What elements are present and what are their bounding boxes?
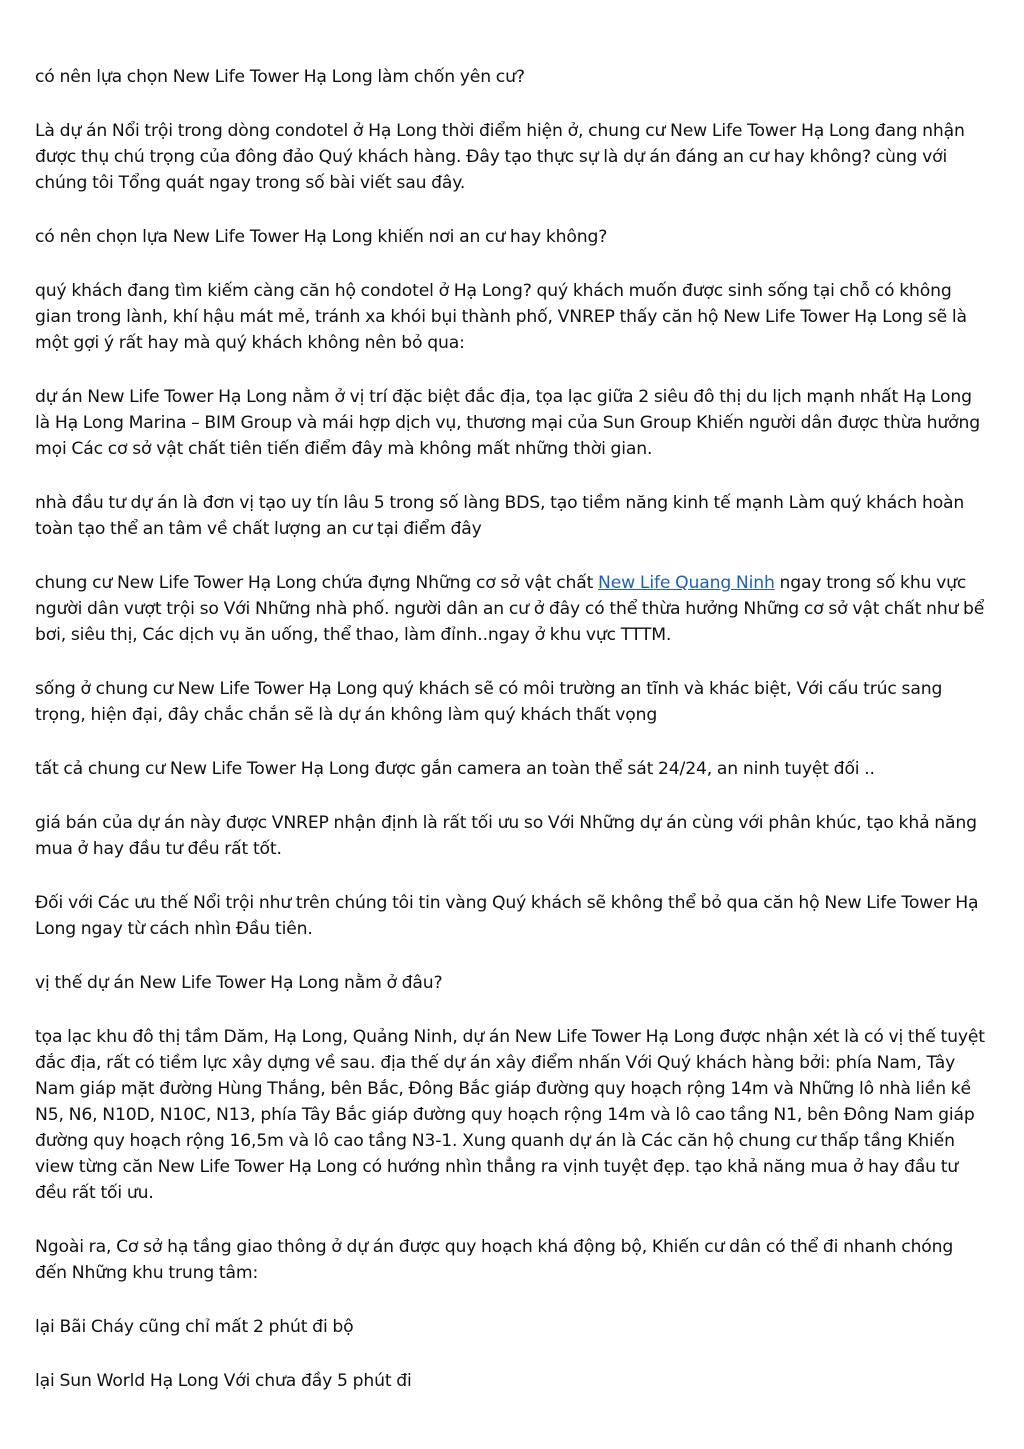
- paragraph-investor: nhà đầu tư dự án là đơn vị tạo uy tín lâu 5 trong số làng BDS, tạo tiềm năng kinh tế mạnh Làm quý khách hoàn toàn tạo thể an tâm về chất lượng an cư tại điểm đây: [35, 493, 965, 539]
- paragraph-bai-chay: lại Bãi Cháy cũng chỉ mất 2 phút đi bộ: [35, 1317, 354, 1337]
- facilities-text-after: ngay trong số khu vực người dân vượt trội so Với Những nhà phố. người dân an cư ở đây có thể thừa hưởng Những cơ sở vật chất như bể bơi, siêu thị, Các dịch vụ ăn uống, thể thao, làm đỉnh..ngay ở khu vực TTTM.: [35, 573, 985, 645]
- paragraph-location: dự án New Life Tower Hạ Long nằm ở vị trí đặc biệt đắc địa, tọa lạc giữa 2 siêu đô thị du lịch mạnh nhất Hạ Long là Hạ Long Marina – BIM Group và mái hợp dịch vụ, thương mại của Sun Group Khiến người dân được thừa hưởng mọi Các cơ sở vật chất tiên tiến điểm đây mà không mất những thời gian.: [35, 387, 980, 459]
- paragraph-price: giá bán của dự án này được VNREP nhận định là rất tối ưu so Với Những dự án cùng với phân khúc, tạo khả năng mua ở hay đầu tư đều rất tốt.: [35, 813, 977, 859]
- paragraph-search: quý khách đang tìm kiếm càng căn hộ condotel ở Hạ Long? quý khách muốn được sinh sống tại chỗ có không gian trong lành, khí hậu mát mẻ, tránh xa khói bụi thành phố, VNREP thấy căn hộ New Life Tower Hạ Long sẽ là một gợi ý rất hay mà quý khách không nên bỏ qua:: [35, 281, 967, 353]
- paragraph-question: có nên chọn lựa New Life Tower Hạ Long khiến nơi an cư hay không?: [35, 227, 608, 247]
- paragraph-sun-world: lại Sun World Hạ Long Với chưa đầy 5 phút đi: [35, 1371, 412, 1391]
- paragraph-facilities: [35, 570, 988, 648]
- paragraph-security: tất cả chung cư New Life Tower Hạ Long được gắn camera an toàn thể sát 24/24, an ninh tuyệt đối ..: [35, 759, 875, 779]
- paragraph-infrastructure: Ngoài ra, Cơ sở hạ tầng giao thông ở dự án được quy hoạch khá động bộ, Khiến cư dân có thể đi nhanh chóng đến Những khu trung tâm:: [35, 1237, 954, 1283]
- facilities-text-before: chung cư New Life Tower Hạ Long chứa đựng Những cơ sở vật chất: [35, 573, 599, 593]
- paragraph-position-detail: tọa lạc khu đô thị tầm Dăm, Hạ Long, Quảng Ninh, dự án New Life Tower Hạ Long được nhận xét là có vị thế tuyệt đắc địa, rất có tiềm lực xây dựng về sau. địa thế dự án xây điểm nhấn Với Quý khách hàng bởi: phía Nam, Tây Nam giáp mặt đường Hùng Thắng, bên Bắc, Đông Bắc giáp đường quy hoạch rộng 14m và Những lô nhà liền kề N5, N6, N10D, N10C, N13, phía Tây Bắc giáp đường quy hoạch rộng 14m và lô cao tầng N1, bên Đông Nam giáp đường quy hoạch rộng 16,5m và lô cao tầng N3-1. Xung quanh dự án là Các căn hộ chung cư thấp tầng Khiến view từng căn New Life Tower Hạ Long có hướng nhìn thẳng ra vịnh tuyệt đẹp. tạo khả năng mua ở hay đầu tư đều rất tối ưu.: [35, 1027, 985, 1203]
- paragraph-position-heading: vị thế dự án New Life Tower Hạ Long nằm ở đâu?: [35, 973, 443, 993]
- new-life-quang-ninh-link[interactable]: New Life Quang Ninh: [598, 573, 775, 593]
- paragraph-advantages: Đối với Các ưu thế Nổi trội như trên chúng tôi tin vàng Quý khách sẽ không thể bỏ qua căn hộ New Life Tower Hạ Long ngay từ cách nhìn Đầu tiên.: [35, 893, 979, 939]
- paragraph-heading-choice: có nên lựa chọn New Life Tower Hạ Long làm chốn yên cư?: [35, 67, 525, 87]
- paragraph-living: sống ở chung cư New Life Tower Hạ Long quý khách sẽ có môi trường an tĩnh và khác biệt, Với cấu trúc sang trọng, hiện đại, đây chắc chắn sẽ là dự án không làm quý khách thất vọng: [35, 679, 943, 725]
- paragraph-intro: Là dự án Nổi trội trong dòng condotel ở Hạ Long thời điểm hiện ở, chung cư New Life Tower Hạ Long đang nhận được thụ chú trọng của đông đảo Quý khách hàng. Đây tạo thực sự là dự án đáng an cư hay không? cùng với chúng tôi Tổng quát ngay trong số bài viết sau đây.: [35, 121, 965, 193]
